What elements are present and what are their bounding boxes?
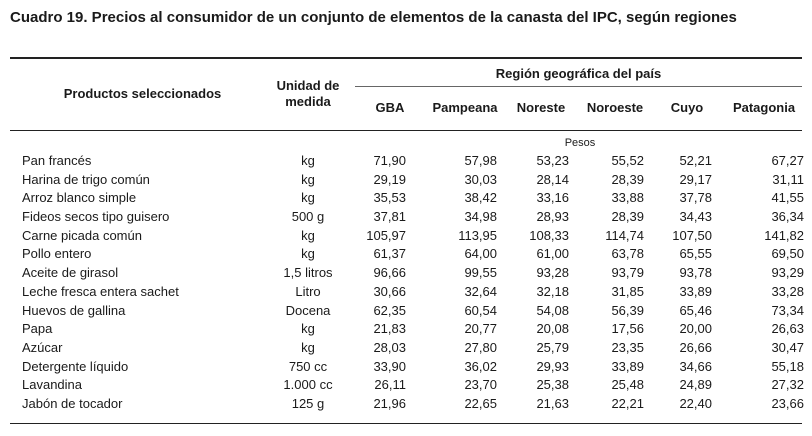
region-sub-rule (355, 86, 802, 87)
price-noreste: 20,08 (536, 321, 569, 337)
product-name: Pan francés (22, 153, 92, 168)
table-row (0, 189, 812, 208)
bottom-rule (10, 423, 802, 424)
table-row (0, 320, 812, 339)
price-noroeste: 114,74 (605, 227, 644, 243)
price-cuyo: 52,21 (679, 153, 712, 168)
table-row (0, 339, 812, 358)
header-unit (258, 78, 358, 110)
price-gba: 21,96 (373, 395, 406, 411)
price-cuyo: 37,78 (679, 190, 712, 206)
product-name: Pollo entero (22, 246, 92, 262)
unit-of-measure: 125 g (291, 395, 325, 411)
product-name: Harina de trigo común (22, 171, 150, 187)
price-cuyo: 34,66 (679, 358, 712, 374)
header-products: Productos seleccionados (63, 86, 222, 101)
top-rule (10, 57, 802, 59)
product-name: Detergente líquido (22, 358, 129, 374)
price-pampeana: 57,98 (464, 153, 497, 168)
unit-of-measure: 750 cc (288, 358, 328, 374)
price-noreste: 93,28 (536, 265, 569, 281)
price-patagonia: 26,63 (771, 321, 804, 337)
table-row (0, 283, 812, 302)
price-noreste: 29,93 (536, 358, 569, 374)
table-row (0, 245, 812, 264)
price-noreste: 28,14 (536, 171, 569, 187)
price-gba: 62,35 (373, 302, 406, 318)
price-pampeana: 30,03 (464, 171, 497, 187)
price-noreste: 28,93 (536, 209, 569, 225)
price-gba: 96,66 (373, 265, 406, 281)
price-pampeana: 38,42 (464, 190, 497, 206)
price-cuyo: 107,50 (672, 227, 712, 243)
table-row (0, 376, 812, 395)
product-name: Aceite de girasol (22, 265, 119, 281)
price-gba: 28,03 (373, 339, 406, 355)
product-name: Huevos de gallina (22, 302, 126, 318)
price-noroeste: 31,85 (611, 283, 644, 299)
price-noroeste: 17,56 (611, 321, 644, 337)
price-noroeste: 93,79 (611, 265, 644, 281)
product-name: Arroz blanco simple (22, 190, 137, 206)
product-name: Papa (22, 321, 53, 337)
price-cuyo: 24,89 (679, 377, 712, 393)
price-noreste: 33,16 (536, 190, 569, 206)
price-noroeste: 56,39 (611, 302, 644, 318)
table-body (0, 152, 812, 414)
price-gba: 37,81 (373, 209, 406, 225)
table-row (0, 171, 812, 190)
table-row (0, 227, 812, 246)
table-row (0, 264, 812, 283)
header-unit-line2: medida (285, 94, 331, 109)
table-row (0, 152, 812, 171)
price-cuyo: 33,89 (679, 283, 712, 299)
price-pampeana: 99,55 (464, 265, 497, 281)
table-row (0, 395, 812, 414)
price-cuyo: 26,66 (679, 339, 712, 355)
header-rule (10, 130, 802, 131)
price-cuyo: 65,55 (679, 246, 712, 262)
price-noreste: 54,08 (536, 302, 569, 318)
price-gba: 21,83 (373, 321, 406, 337)
price-noroeste: 63,78 (611, 246, 644, 262)
product-name: Leche fresca entera sachet (22, 283, 179, 299)
price-cuyo: 93,78 (679, 265, 712, 281)
price-cuyo: 34,43 (679, 209, 712, 225)
price-noroeste: 22,21 (611, 395, 644, 411)
unit-of-measure: kg (301, 339, 315, 355)
product-name: Lavandina (22, 377, 82, 393)
price-noroeste: 25,48 (611, 377, 644, 393)
price-noroeste: 28,39 (611, 209, 644, 225)
unit-of-measure: Litro (295, 283, 321, 299)
price-gba: 29,19 (373, 171, 406, 187)
price-gba: 33,90 (373, 358, 406, 374)
price-patagonia: 23,66 (771, 395, 804, 411)
unit-of-measure: 1,5 litros (283, 265, 333, 281)
price-pampeana: 32,64 (464, 283, 497, 299)
table-title: Cuadro 19. Precios al consumidor de un conjunto de elementos de la canasta del IPC, según regiones (10, 9, 737, 26)
price-pampeana: 22,65 (464, 395, 497, 411)
price-pampeana: 34,98 (464, 209, 497, 225)
price-noreste: 25,38 (536, 377, 569, 393)
price-patagonia: 41,55 (771, 190, 804, 206)
price-cuyo: 20,00 (679, 321, 712, 337)
unit-of-measure: kg (301, 190, 315, 206)
unit-of-measure: kg (301, 246, 315, 262)
price-noreste: 108,33 (529, 227, 569, 243)
price-noroeste: 28,39 (611, 171, 644, 187)
price-patagonia: 30,47 (771, 339, 804, 355)
price-gba: 105,97 (366, 227, 406, 243)
currency-note: Pesos (564, 137, 596, 149)
product-name: Jabón de tocador (22, 395, 123, 411)
header-region-noroeste: Noroeste (586, 100, 644, 115)
price-pampeana: 60,54 (464, 302, 497, 318)
price-gba: 26,11 (374, 377, 406, 393)
price-patagonia: 27,32 (771, 377, 804, 393)
price-gba: 35,53 (373, 190, 406, 206)
price-gba: 71,90 (373, 153, 406, 168)
product-name: Azúcar (22, 339, 63, 355)
price-noroeste: 55,52 (611, 153, 644, 168)
header-region-gba: GBA (375, 100, 405, 115)
price-noroeste: 23,35 (611, 339, 644, 355)
price-noroeste: 33,89 (611, 358, 644, 374)
price-noreste: 25,79 (536, 339, 569, 355)
price-pampeana: 23,70 (464, 377, 497, 393)
price-patagonia: 55,18 (771, 358, 804, 374)
product-name: Fideos secos tipo guisero (22, 209, 170, 225)
table-row (0, 208, 812, 227)
price-pampeana: 36,02 (464, 358, 497, 374)
table-row (0, 358, 812, 377)
header-region-group: Región geográfica del país (495, 66, 662, 81)
price-patagonia: 36,34 (771, 209, 804, 225)
price-pampeana: 20,77 (464, 321, 497, 337)
price-patagonia: 141,82 (764, 227, 804, 243)
unit-of-measure: kg (301, 153, 315, 168)
price-cuyo: 29,17 (679, 171, 712, 187)
header-region-noreste: Noreste (516, 100, 566, 115)
price-pampeana: 64,00 (464, 246, 497, 262)
price-noreste: 21,63 (536, 395, 569, 411)
price-pampeana: 27,80 (464, 339, 497, 355)
unit-of-measure: 500 g (291, 209, 325, 225)
unit-of-measure: kg (301, 227, 315, 243)
price-noreste: 53,23 (536, 153, 569, 168)
price-patagonia: 67,27 (771, 153, 804, 168)
unit-of-measure: 1.000 cc (283, 377, 333, 393)
price-gba: 61,37 (373, 246, 406, 262)
price-patagonia: 33,28 (771, 283, 804, 299)
price-noreste: 32,18 (536, 283, 569, 299)
header-region-patagonia: Patagonia (732, 100, 796, 115)
price-cuyo: 65,46 (679, 302, 712, 318)
unit-of-measure: kg (301, 321, 315, 337)
price-pampeana: 113,95 (458, 227, 497, 243)
price-patagonia: 69,50 (771, 246, 804, 262)
price-noreste: 61,00 (536, 246, 569, 262)
header-region-cuyo: Cuyo (670, 100, 704, 115)
price-gba: 30,66 (373, 283, 406, 299)
price-patagonia: 73,34 (771, 302, 804, 318)
price-noroeste: 33,88 (611, 190, 644, 206)
unit-of-measure: kg (301, 171, 315, 187)
price-patagonia: 93,29 (771, 265, 804, 281)
table-row (0, 302, 812, 321)
header-unit-line1: Unidad de (276, 78, 340, 93)
price-cuyo: 22,40 (679, 395, 712, 411)
header-region-pampeana: Pampeana (432, 100, 498, 115)
product-name: Carne picada común (22, 227, 142, 243)
unit-of-measure: Docena (285, 302, 331, 318)
price-patagonia: 31,11 (772, 171, 804, 187)
